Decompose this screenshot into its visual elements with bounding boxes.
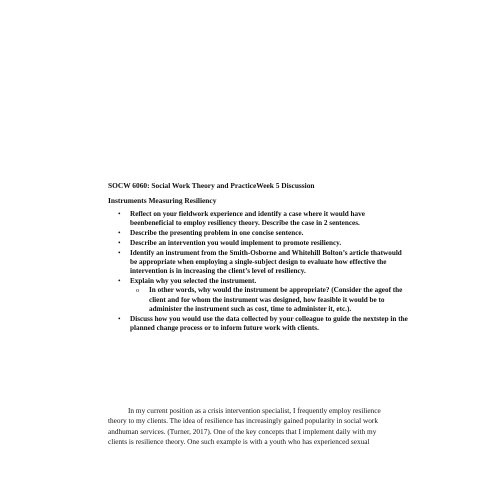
list-item-text: Explain why you selected the instrument. — [130, 277, 257, 286]
list-item — [108, 277, 408, 315]
list-item-text: Reflect on your fieldwork experience and identify a case where it would have beenbeneficial to employ resiliency theory. Describe the case in 2 sentences. — [130, 210, 365, 228]
list-item-text: Discuss how you would use the data collected by your colleague to guide the nextstep in the planned change process or to inform future work with clients. — [130, 314, 408, 333]
bullet-icon: • — [118, 210, 121, 218]
bullet-icon: • — [118, 238, 121, 247]
list-item — [108, 210, 408, 229]
sub-list-item-text: In other words, why would the instrument be appropriate? (Consider the ageof the client and for whom the instrument was designed, how feasible it would be to administer the instrument such as cost, time to administer it, etc.). — [149, 286, 403, 314]
list-item-text: Describe an intervention you would implement to promote resiliency. — [130, 238, 342, 247]
list-item — [108, 239, 408, 248]
list-item — [108, 229, 408, 238]
discussion-prompt-list — [108, 210, 408, 334]
bullet-icon: • — [118, 229, 121, 238]
bullet-icon: • — [118, 248, 121, 257]
body-paragraph: In my current position as a crisis intervention specialist, I frequently employ resilience theory to my clients. The idea of resilience has increasingly gained popularity in social work andhuman services. (Turner, 2017). One of the key concepts that I implement daily with my clients is resilience theory. One such example is with a youth who has experienced sexual — [108, 406, 381, 447]
sub-bullet-icon: o — [136, 287, 140, 295]
list-item-text: Identify an instrument from the Smith-Osborne and Whitehill Bolton’s article thatwould be appropriate when employing a single-subject design to evaluate how effective the intervention is in increasing the client’s level of resiliency. — [130, 248, 402, 276]
list-item — [108, 249, 408, 277]
bullet-icon: • — [118, 314, 121, 323]
document-title: SOCW 6060: Social Work Theory and PracticeWeek 5 Discussion — [108, 181, 315, 190]
list-item-text: Describe the presenting problem in one concise sentence. — [130, 229, 304, 238]
list-item — [108, 315, 408, 334]
section-heading: Instruments Measuring Resiliency — [108, 196, 217, 205]
sub-list-item — [130, 286, 408, 314]
sub-list — [130, 286, 408, 314]
bullet-icon: • — [118, 277, 121, 286]
